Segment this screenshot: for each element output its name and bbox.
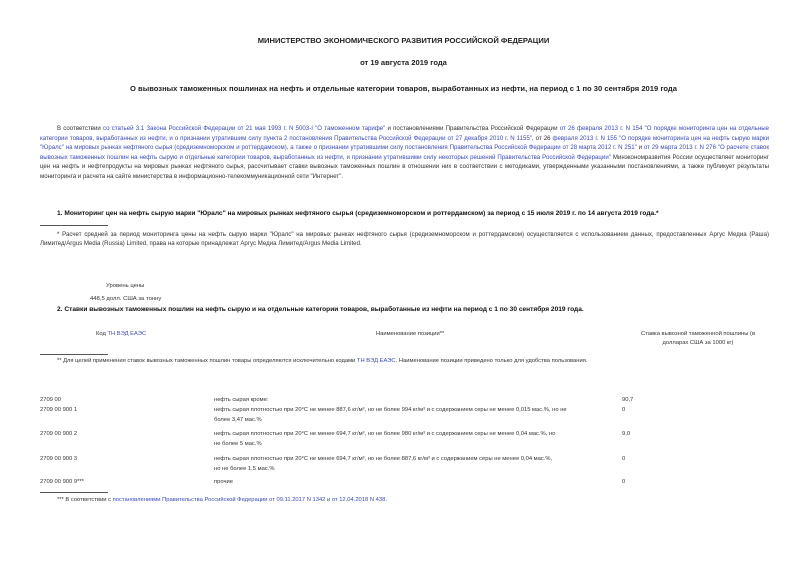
intro-text-4: и [636, 144, 644, 152]
column-header-code [96, 330, 146, 339]
table-row-name-cont: не более 5 мас.% [214, 441, 262, 447]
resolution-154-link[interactable]: от 26 февраля 2013 г. N 154 "О порядке мониторинга цен на отдельные категории товаров, выработанных из нефти, и о признании утратившим силу пункта 2 постановления Правительства Российской Федерации от 27 декабря 2010 г. N 1155" [40, 125, 769, 142]
resolution-276-link[interactable]: от 29 марта 2013 г. N 276 "О расчете ставок вывозных таможенных пошлин на нефть сырую и отдельные категории товаров, выработанных из нефти, и признании утратившими силу некоторых решений Правительства Российской Федерации" [40, 144, 769, 161]
table-row-rate: 0 [622, 456, 626, 462]
price-value: 448,5 долл. США за тонну [90, 296, 162, 302]
intro-text-1: В соответствии [57, 125, 103, 132]
footnote2-text-a: ** Для целей применения ставок вывозных таможенных пошлин товары определяются исключительно кодами [57, 358, 357, 364]
intro-text-5: Минэкономразвития России осуществляет мониторинг цен на нефть и нефтепродукты на мировых рынках нефтяного сырья, рассчитывает ставки вывозных таможенных пошлин в отношении них в соответствии с методиками, утвержденными указанными постановлениями, а также публикует результаты мониторинга и расчета на сайте министерства в информационно-телекоммуникационной сети "Интернет". [40, 153, 769, 180]
table-row-name: нефть сырая плотностью при 20°С не менее 887,6 кг/м³, но не более 994 кг/м³ и с содержанием серы не менее 0,015 мас.%, но не [214, 407, 567, 413]
column-header-name: Наименование позиции** [376, 331, 445, 337]
price-label: Уровень цены [106, 283, 145, 289]
section1-footnote-text: * Расчет средней за период мониторинга цены на нефть сырую марки "Юралс" на мировых рынках нефтяного сырья (средиземноморском и роттердамском) осуществляется с использованием данных, предоставленных Аргус Медиа (Раша) Лимитед/Argus Media (Russia) Limited, права на которые принадлежат Аргус Медиа Лимитед/Argus Media Limited. [40, 231, 769, 248]
code-header-text: Код [96, 331, 108, 337]
table-row-code: 2709 00 [40, 397, 61, 403]
tnved-link-footnote[interactable]: ТН ВЭД ЕАЭС [356, 358, 396, 364]
table-row-rate: 90,7 [622, 397, 634, 403]
footnote3-text-b: . [385, 497, 387, 503]
table-row-name: нефть сырая плотностью при 20°С не менее 694,7 кг/м³, но не более 980 кг/м³ и с содержанием серы не менее 0,04 мас.%, но [214, 431, 556, 437]
footnote3-divider [40, 492, 108, 493]
resolution-155-link[interactable]: февраля 2013 г. N 155 "О порядке мониторинга цен на нефть сырую марки "Юралс" на мировых рынках нефтяного сырья (средиземноморском и роттердамском), а также о признании утратившими силу постановления Правительства Российской Федерации от 28 марта 2012 г. N 251" [40, 134, 769, 152]
document-date: от 19 августа 2019 года [360, 58, 447, 67]
footnote3-text-a: *** В соответствии с [57, 497, 113, 503]
footnote2-text-b: . Наименование позиции приведено только для удобства пользования. [395, 358, 588, 364]
section1-heading: 1. Мониторинг цен на нефть сырую марки "Юралс" на мировых рынках нефтяного сырья (средиземноморском и роттердамском) за период с 15 июля 2019 г. по 14 августа 2019 года.* [57, 210, 659, 217]
intro-text-3: , от 26 [531, 134, 553, 142]
law-link[interactable]: со статьей 3.1 Закона Российской Федерации от 21 мая 1993 г. N 5003-I "О таможенном тарифе" [103, 125, 386, 132]
table-row-code: 2709 00 900 2 [40, 431, 78, 437]
table-row-name-cont: но не более 1,5 мас.% [214, 466, 275, 472]
footnote-divider [40, 225, 108, 226]
section2-heading: 2. Ставки вывозных таможенных пошлин на нефть сырую и на отдельные категории товаров, выработанные из нефти на период с 1 по 30 сентября 2019 года. [57, 306, 584, 313]
column-header-rate: Ставка вывозной таможенной пошлины (в долларах США за 1000 кг) [640, 331, 756, 346]
table-row-code: 2709 00 900 3 [40, 456, 78, 462]
table-row-rate: 9,0 [622, 431, 631, 437]
table-row-name: прочие [214, 479, 233, 485]
section2-footnote-3 [57, 496, 387, 505]
intro-paragraph [40, 124, 769, 182]
table-row-name: нефть сырая плотностью при 20°С не менее 694,7 кг/м³, но не более 887,6 кг/м³ и с содержанием серы не менее 0,04 мас.%, [214, 456, 553, 462]
section2-footnote [57, 357, 587, 366]
table-row-name: нефть сырая кроме: [214, 397, 269, 403]
intro-text-2: и постановлениями Правительства Российской Федерации [385, 125, 560, 132]
table-row-code: 2709 00 900 9*** [40, 479, 84, 485]
section1-footnote [40, 230, 769, 249]
footnote2-divider [40, 354, 108, 355]
table-row-rate: 0 [622, 407, 626, 413]
table-row-rate: 0 [622, 479, 626, 485]
table-row-code: 2709 00 900 1 [40, 407, 78, 413]
document-subject: О вывозных таможенных пошлинах на нефть и отдельные категории товаров, выработанных из нефти, на период с 1 по 30 сентября 2019 года [130, 84, 677, 93]
ministry-title: МИНИСТЕРСТВО ЭКОНОМИЧЕСКОГО РАЗВИТИЯ РОССИЙСКОЙ ФЕДЕРАЦИИ [257, 36, 550, 45]
resolutions-1342-438-link[interactable]: постановлениями Правительства Российской Федерации от 09.11.2017 N 1342 и от 12.04.2018 N 438 [112, 497, 386, 503]
table-row-name-cont: более 3,47 мас.% [214, 417, 262, 423]
tnved-link-header[interactable]: ТН ВЭД ЕАЭС [107, 331, 147, 337]
